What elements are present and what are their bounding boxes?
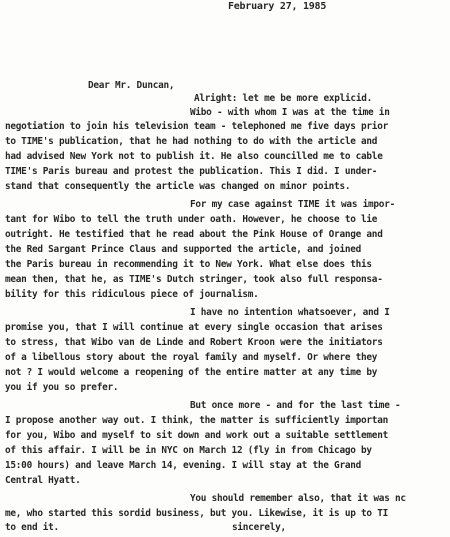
body-line: promise you, that I will continue at every single occasion that arises [5, 322, 383, 333]
body-line: of this affair. I will be in NYC on March 12 (fly in from Chicago by [5, 445, 372, 456]
body-line: stand that consequently the article was changed on minor points. [5, 181, 351, 192]
body-line: But once more - and for the last time - [190, 400, 401, 411]
body-line: to stress, that Wibo van de Linde and Robert Kroon were the initiators [5, 337, 383, 348]
body-line: tant for Wibo to tell the truth under oath. However, he choose to lie [5, 214, 378, 225]
body-line: of a libellous story about the royal family and myself. Or where they [5, 352, 378, 363]
body-line: to end it. [5, 522, 59, 533]
body-line: mean then, that he, as TIME's Dutch stringer, took also full responsa- [5, 274, 383, 285]
body-line: TIME's Paris bureau and protest the publication. This I did. I under- [5, 166, 378, 177]
body-line: for you, Wibo and myself to sit down and work out a suitable settlement [5, 430, 388, 441]
body-line: negotiation to join his television team - telephoned me five days prior [5, 121, 388, 132]
body-line: not ? I would welcome a reopening of the entire matter at any time by [5, 367, 378, 378]
body-line: 15:00 hours) and leave March 14, evening. I will stay at the Grand [5, 460, 362, 471]
body-line: outright. He testified that he read about the Pink House of Orange and [5, 229, 383, 240]
body-line: the Red Sargant Prince Claus and supported the article, and joined [5, 244, 362, 255]
body-line: I propose another way out. I think, the matter is sufficiently importan [5, 415, 388, 426]
body-line: you if you so prefer. [5, 382, 119, 393]
body-line: For my case against TIME it was impor- [190, 199, 395, 210]
body-line: the Paris bureau in recommending it to New York. What else does this [5, 259, 372, 270]
body-line: to TIME's publication, that he had nothing to do with the article and [5, 136, 378, 147]
body-line: had advised New York not to publish it. He also councilled me to cable [5, 151, 383, 162]
letter-signoff: sincerely, [232, 522, 286, 533]
body-line: I have no intention whatsoever, and I [190, 307, 390, 318]
body-line: me, who started this sordid business, but you. Likewise, it is up to TI [5, 508, 388, 519]
body-line: You should remember also, that it was nc [190, 493, 406, 504]
letter-date: February 27, 1985 [228, 1, 327, 12]
body-line: Central Hyatt. [5, 475, 81, 486]
letter-salutation: Dear Mr. Duncan, [88, 80, 175, 91]
body-line: Alright: let me be more explicid. [194, 93, 373, 104]
body-line: bility for this ridiculous piece of journalism. [5, 289, 259, 300]
body-line: Wibo - with whom I was at the time in [190, 107, 390, 118]
